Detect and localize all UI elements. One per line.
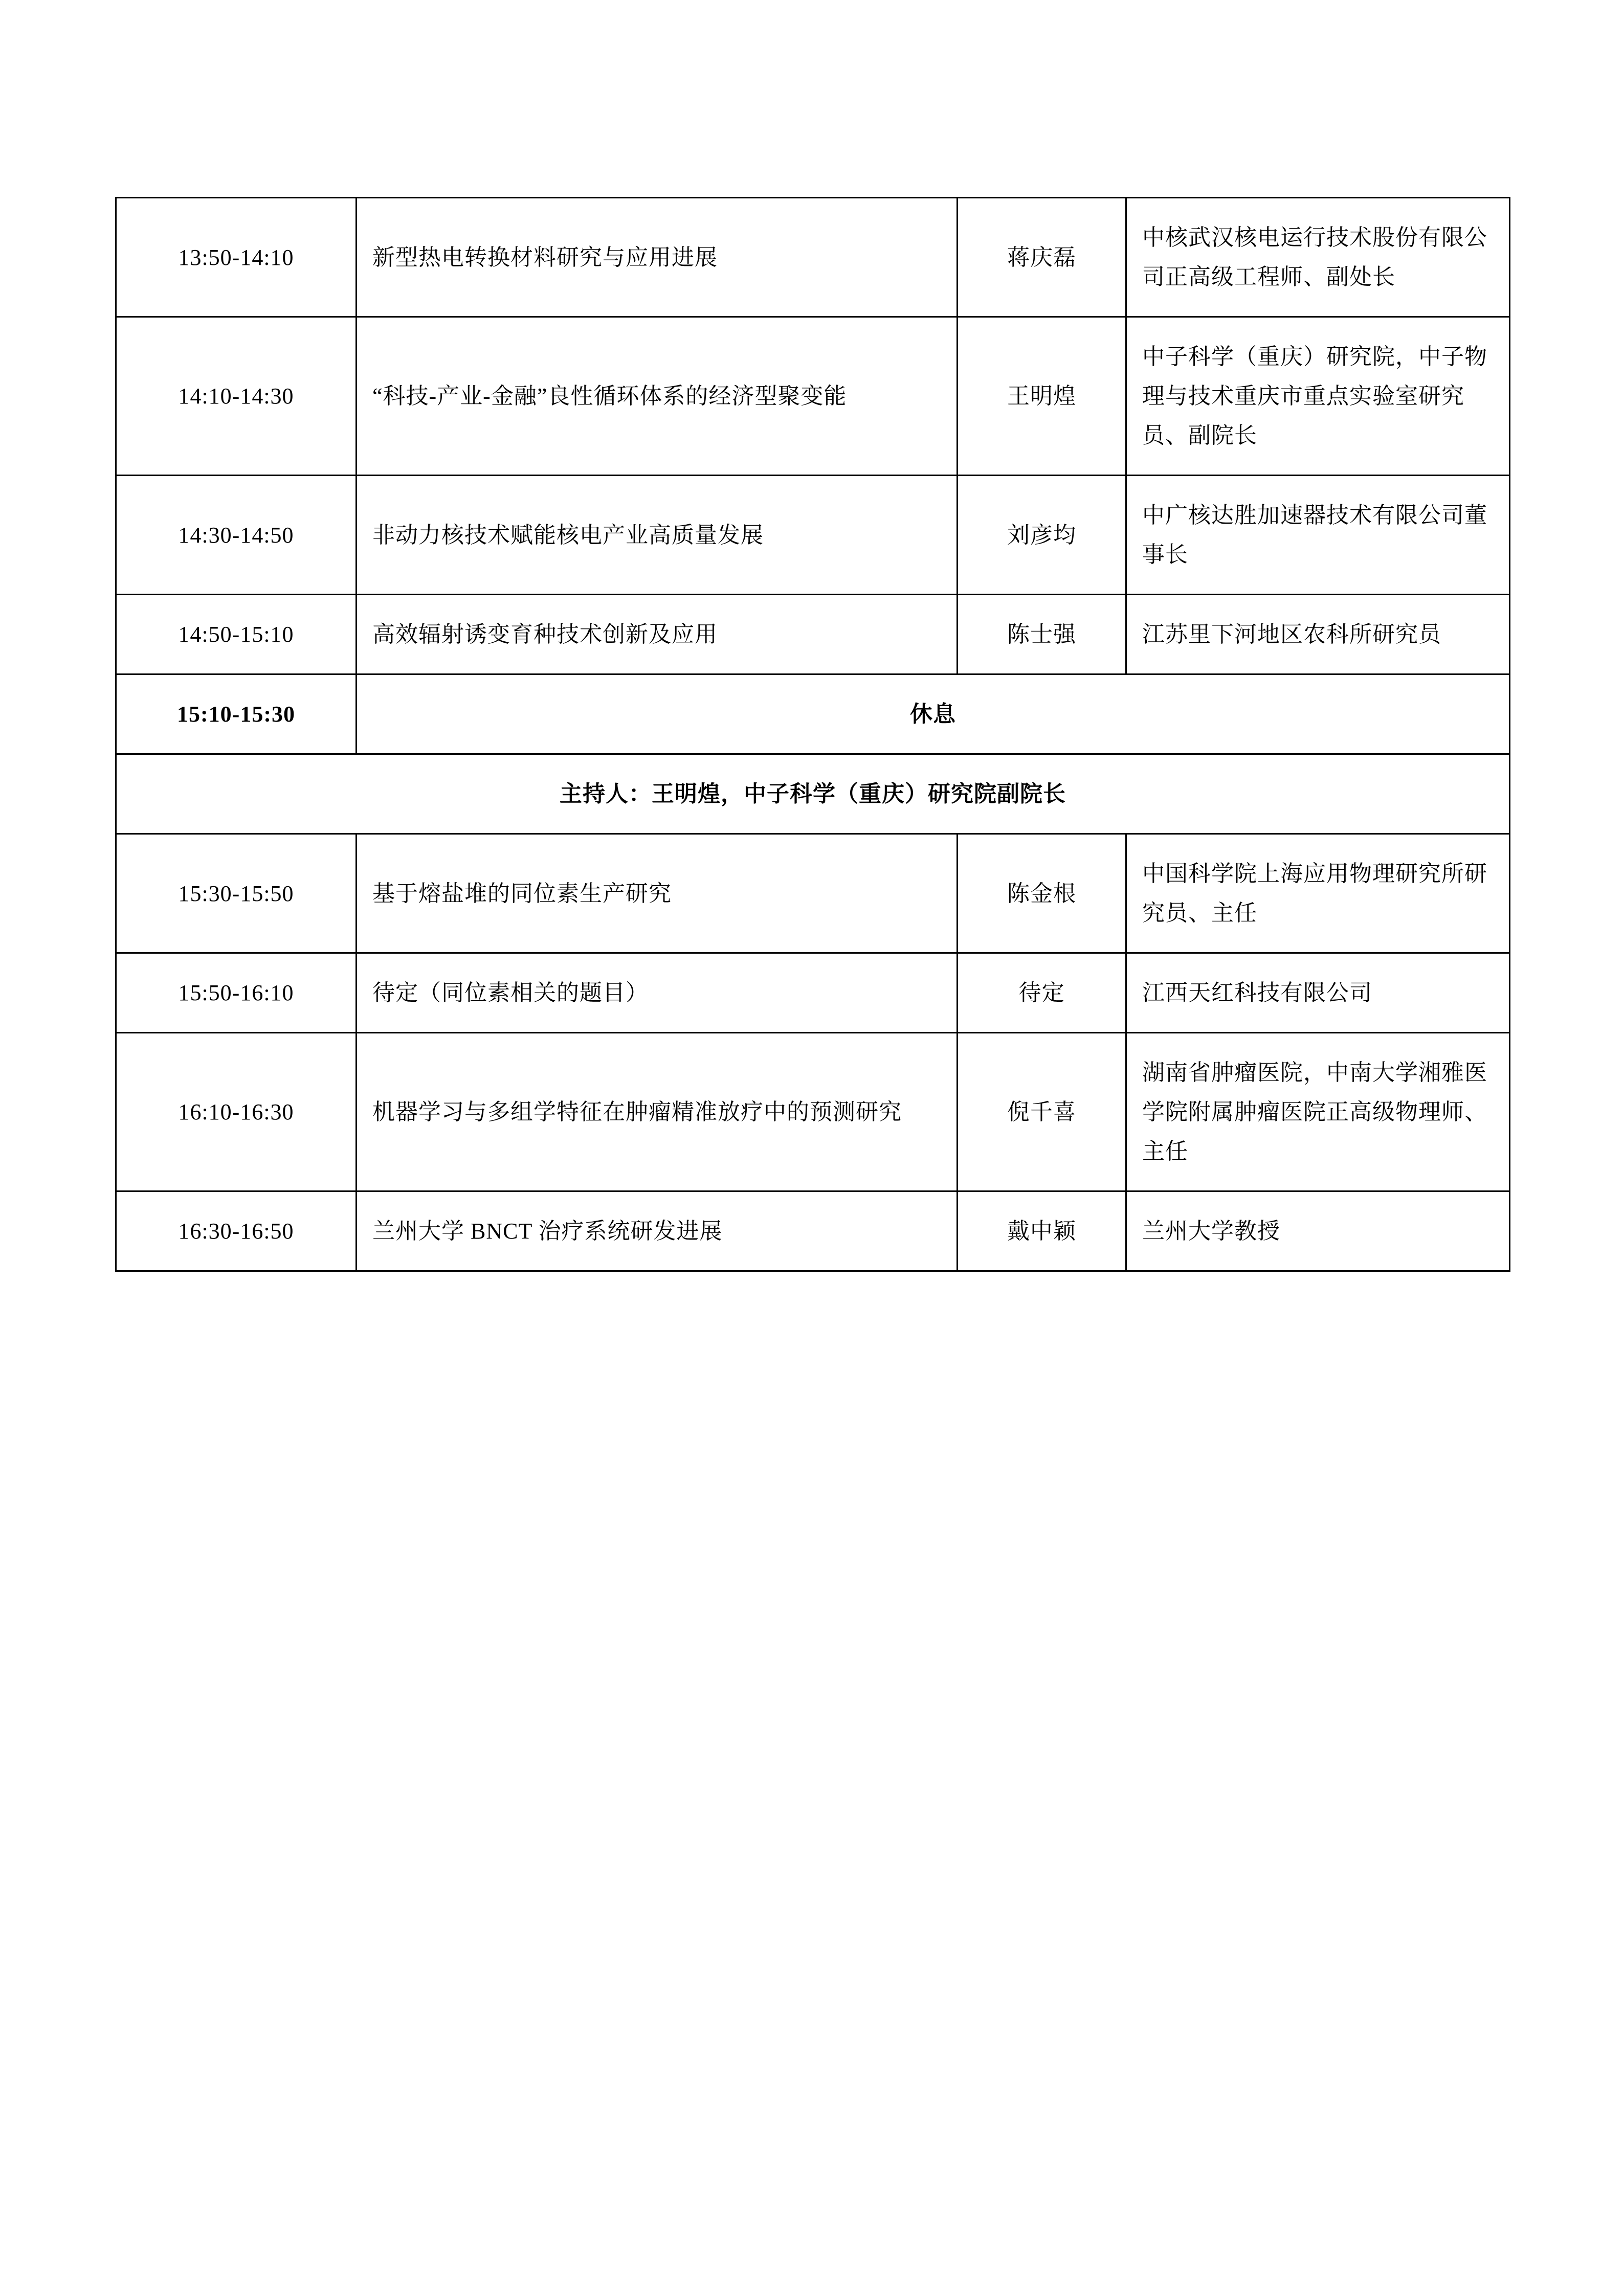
row-title: 非动力核技术赋能核电产业高质量发展 — [357, 476, 958, 595]
table-row-host — [116, 754, 1510, 834]
row-time: 16:30-16:50 — [116, 1191, 357, 1271]
row-time: 16:10-16:30 — [116, 1033, 357, 1191]
table-row — [116, 476, 1510, 595]
table-row — [116, 317, 1510, 476]
row-title: “科技-产业-金融”良性循环体系的经济型聚变能 — [357, 317, 958, 476]
row-time: 14:30-14:50 — [116, 476, 357, 595]
table-row — [116, 1033, 1510, 1191]
row-title: 基于熔盐堆的同位素生产研究 — [357, 834, 958, 953]
host-label: 主持人：王明煌，中子科学（重庆）研究院副院长 — [116, 754, 1510, 834]
row-time: 15:30-15:50 — [116, 834, 357, 953]
row-affiliation: 中广核达胜加速器技术有限公司董事长 — [1126, 476, 1510, 595]
row-time: 15:50-16:10 — [116, 953, 357, 1033]
break-label: 休息 — [357, 674, 1510, 754]
row-affiliation: 江苏里下河地区农科所研究员 — [1126, 595, 1510, 674]
row-speaker: 蒋庆磊 — [958, 198, 1126, 317]
table-row — [116, 198, 1510, 317]
row-time: 13:50-14:10 — [116, 198, 357, 317]
row-speaker: 倪千喜 — [958, 1033, 1126, 1191]
row-speaker: 待定 — [958, 953, 1126, 1033]
row-title: 机器学习与多组学特征在肿瘤精准放疗中的预测研究 — [357, 1033, 958, 1191]
table-row — [116, 834, 1510, 953]
row-title: 待定（同位素相关的题目） — [357, 953, 958, 1033]
row-speaker: 王明煌 — [958, 317, 1126, 476]
row-affiliation: 中子科学（重庆）研究院，中子物理与技术重庆市重点实验室研究员、副院长 — [1126, 317, 1510, 476]
row-time: 14:10-14:30 — [116, 317, 357, 476]
row-time: 14:50-15:10 — [116, 595, 357, 674]
row-speaker: 陈金根 — [958, 834, 1126, 953]
row-speaker: 陈士强 — [958, 595, 1126, 674]
row-title: 新型热电转换材料研究与应用进展 — [357, 198, 958, 317]
row-affiliation: 兰州大学教授 — [1126, 1191, 1510, 1271]
break-time: 15:10-15:30 — [116, 674, 357, 754]
agenda-table — [115, 197, 1510, 1272]
row-affiliation: 中国科学院上海应用物理研究所研究员、主任 — [1126, 834, 1510, 953]
table-row-break — [116, 674, 1510, 754]
table-row — [116, 595, 1510, 674]
row-affiliation: 江西天红科技有限公司 — [1126, 953, 1510, 1033]
table-row — [116, 953, 1510, 1033]
row-title: 兰州大学 BNCT 治疗系统研发进展 — [357, 1191, 958, 1271]
row-affiliation: 中核武汉核电运行技术股份有限公司正高级工程师、副处长 — [1126, 198, 1510, 317]
row-affiliation: 湖南省肿瘤医院，中南大学湘雅医学院附属肿瘤医院正高级物理师、主任 — [1126, 1033, 1510, 1191]
table-row — [116, 1191, 1510, 1271]
row-speaker: 戴中颖 — [958, 1191, 1126, 1271]
row-title: 高效辐射诱变育种技术创新及应用 — [357, 595, 958, 674]
row-speaker: 刘彦均 — [958, 476, 1126, 595]
